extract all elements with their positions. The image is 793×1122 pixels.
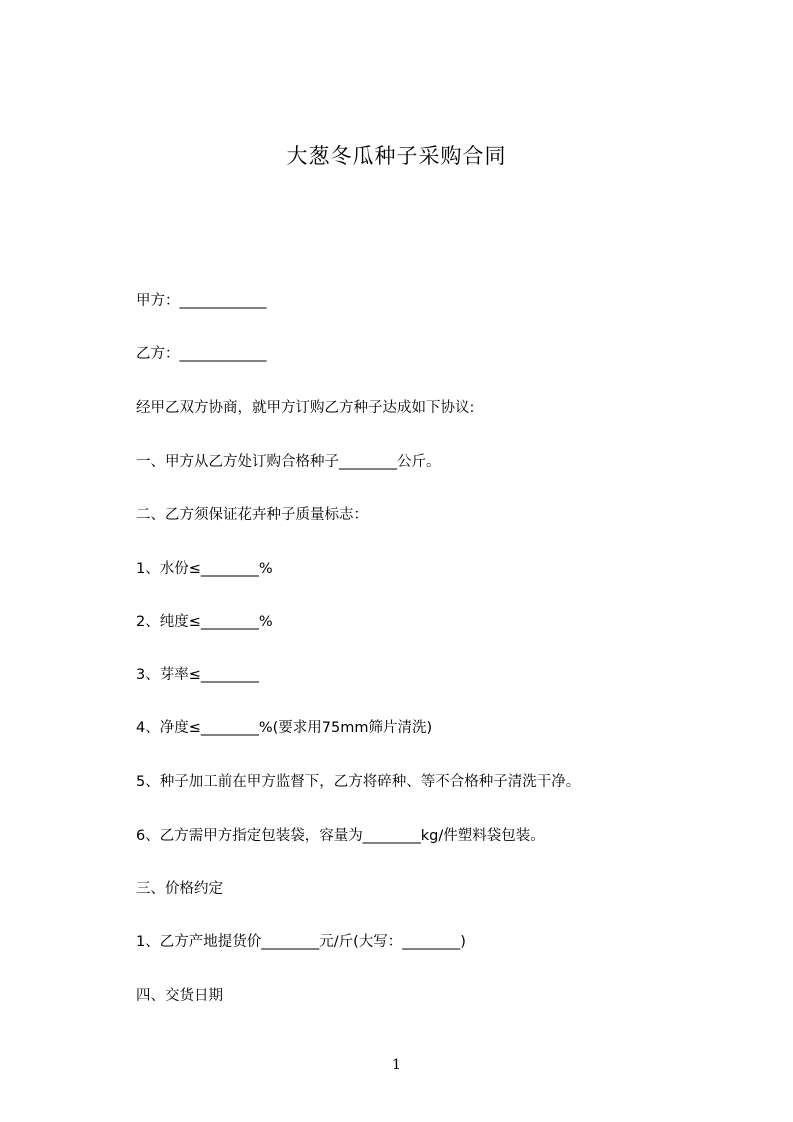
document-title: 大葱冬瓜种子采购合同 (286, 144, 507, 168)
quality-purity: 2、纯度≤________% (136, 614, 273, 630)
clause-3-price-heading: 三、价格约定 (136, 881, 223, 897)
page-number: 1 (392, 1057, 401, 1073)
price-pickup: 1、乙方产地提货价________元/斤(大写：________) (136, 934, 466, 950)
clause-2-quality-heading: 二、乙方须保证花卉种子质量标志： (136, 507, 368, 523)
quality-packaging: 6、乙方需甲方指定包装袋，容量为________kg/件塑料袋包装。 (136, 828, 545, 844)
quality-cleaning-supervision: 5、种子加工前在甲方监督下，乙方将碎种、等不合格种子清洗干净。 (136, 774, 581, 790)
agreement-intro: 经甲乙双方协商，就甲方订购乙方种子达成如下协议: (136, 400, 475, 416)
quality-germination: 3、芽率≤________ (136, 667, 259, 683)
quality-cleanliness: 4、净度≤________%(要求用75mm筛片清洗) (136, 720, 433, 736)
party-a-line: 甲方：____________ (136, 293, 267, 309)
quality-moisture: 1、水份≤________% (136, 561, 273, 577)
party-b-line: 乙方：____________ (136, 346, 267, 362)
clause-4-delivery-heading: 四、交货日期 (136, 988, 223, 1004)
clause-1-order-quantity: 一、甲方从乙方处订购合格种子________公斤。 (136, 454, 441, 470)
